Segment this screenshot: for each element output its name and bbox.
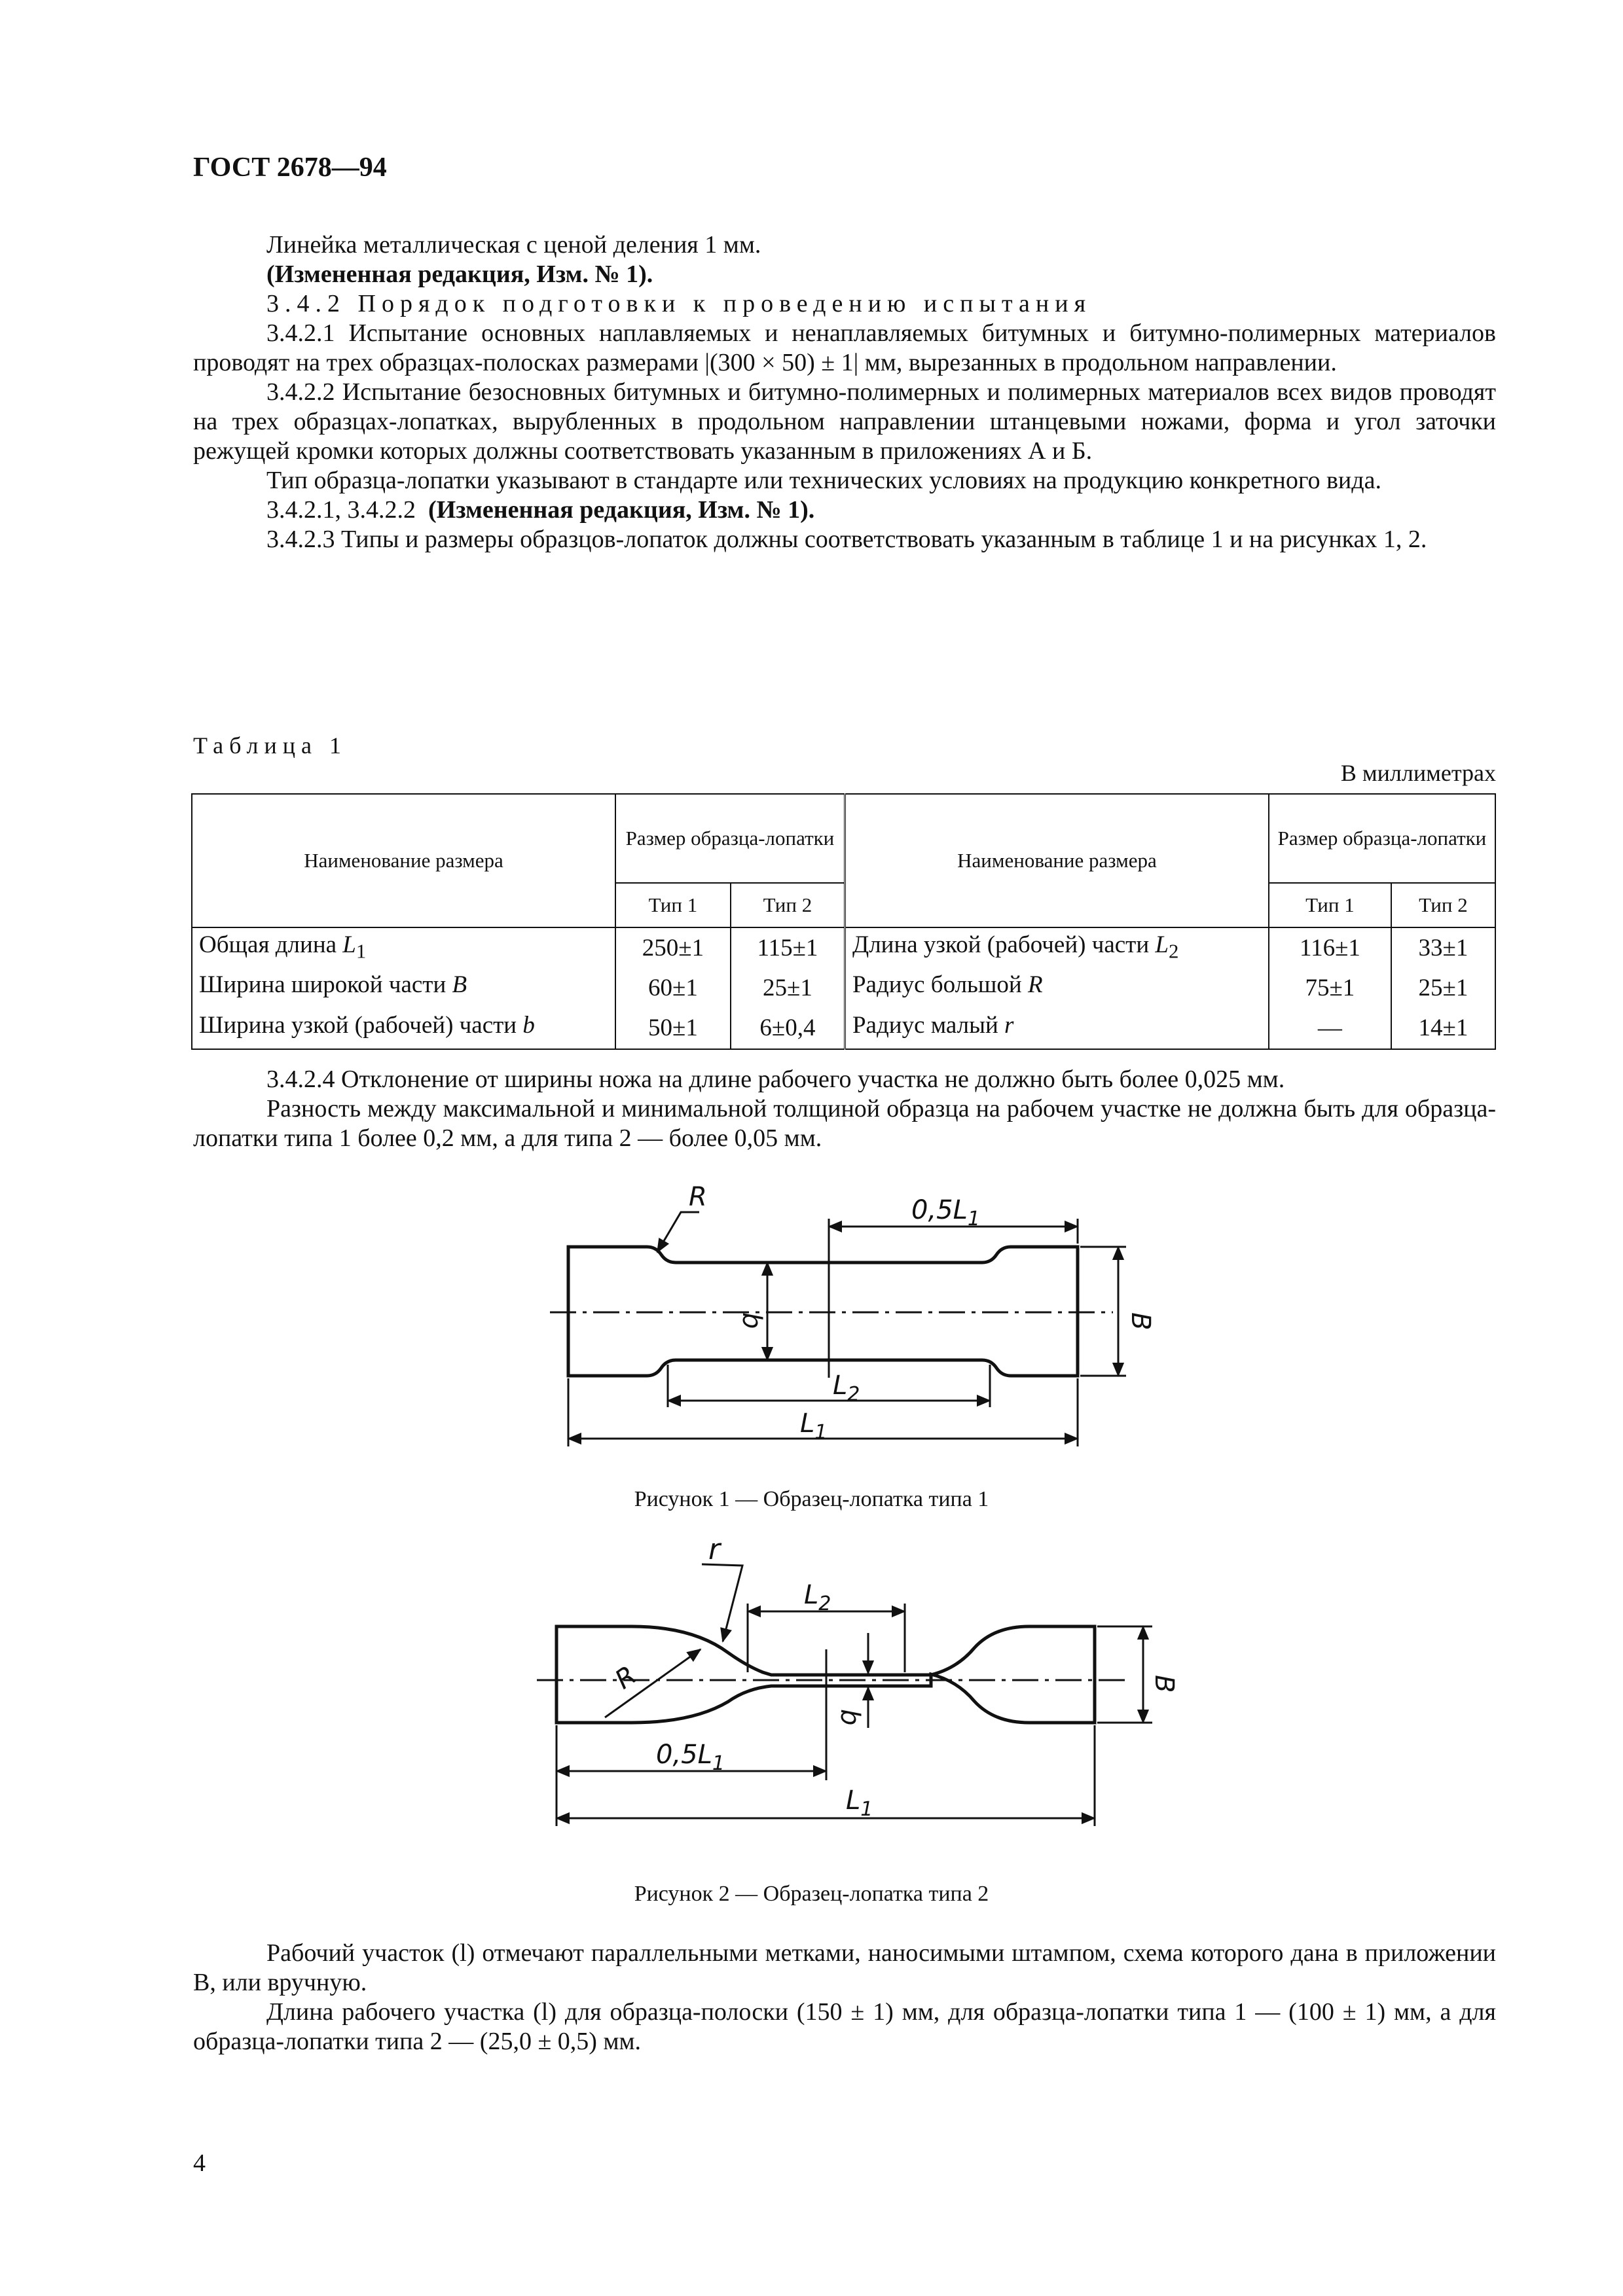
cell-type1: 250±1	[615, 927, 731, 968]
paragraph: Тип образца-лопатки указывают в стандарте или технических условиях на продукцию конкретного вида.	[266, 467, 1381, 494]
figure-2-caption: Рисунок 2 — Образец-лопатка типа 2	[634, 1882, 989, 1906]
label-R: R	[610, 1660, 642, 1696]
column-header-type2: Тип 2	[1391, 883, 1495, 927]
cell-type2: 115±1	[731, 927, 845, 968]
document-header: ГОСТ 2678—94	[193, 152, 387, 183]
page-number: 4	[193, 2149, 206, 2177]
cell-type2: 33±1	[1391, 927, 1495, 968]
paragraph: Линейка металлическая с ценой деления 1 мм.	[266, 231, 761, 259]
label-R: R	[689, 1182, 707, 1212]
cell-type2: 6±0,4	[731, 1009, 845, 1049]
amendment-note: (Измененная редакция, Изм. № 1).	[266, 260, 653, 288]
table-caption: Таблица 1	[193, 732, 347, 759]
cell-type2: 25±1	[1391, 968, 1495, 1008]
figure-1-caption: Рисунок 1 — Образец-лопатка типа 1	[634, 1487, 989, 1511]
paragraph: 3.4.2.1 Испытание основных наплавляемых и ненаплавляемых битумных и битумно-полимерных материалов проводят на трех образцах-полосках размерами |(300 × 50) ± 1| мм, вырезанных в продольном направлении.	[193, 319, 1496, 376]
cell-type2: 14±1	[1391, 1009, 1495, 1049]
cell-dimension-name: Ширина узкой (рабочей) части b	[192, 1009, 615, 1049]
paragraph: Длина рабочего участка (l) для образца-полоски (150 ± 1) мм, для образца-лопатки типа 1 — (100 ± 1) мм, а для образца-лопатки типа 2 — (25,0 ± 0,5) мм.	[193, 1998, 1496, 2055]
column-header-name: Наименование размера	[845, 794, 1269, 927]
label-B: B	[1125, 1312, 1156, 1331]
column-header-type1: Тип 1	[1269, 883, 1391, 927]
column-header-size: Размер образца-лопатки	[1269, 794, 1495, 883]
label-L1: $L_1$	[800, 1408, 828, 1444]
cell-type2: 25±1	[731, 968, 845, 1008]
label-B: B	[1149, 1675, 1179, 1693]
cell-type1: 50±1	[615, 1009, 731, 1049]
cell-dimension-name: Радиус малый r	[845, 1009, 1269, 1049]
label-L2: $L_2$	[833, 1371, 860, 1406]
clause-reference: 3.4.2.1, 3.4.2.2	[266, 496, 416, 524]
figure-1-specimen-type1	[550, 1212, 1126, 1446]
label-b: b	[737, 1312, 767, 1329]
label-L2: $L_2$	[804, 1580, 831, 1615]
cell-dimension-name: Ширина широкой части B	[192, 968, 615, 1008]
paragraph: Рабочий участок (l) отмечают параллельными метками, наносимыми штампом, схема которого дана в приложении В, или вручную.	[193, 1939, 1496, 1996]
leader-r	[702, 1564, 742, 1641]
column-header-name: Наименование размера	[192, 794, 615, 927]
column-header-type1: Тип 1	[615, 883, 731, 927]
cell-dimension-name: Радиус большой R	[845, 968, 1269, 1008]
cell-dimension-name: Общая длина $L_1$	[192, 927, 615, 968]
cell-type1: 60±1	[615, 968, 731, 1008]
cell-type1: 75±1	[1269, 968, 1391, 1008]
text-block-bottom	[193, 1939, 1496, 2056]
section-heading: 3.4.2 Порядок подготовки к проведению испытания	[266, 290, 1092, 317]
label-half-L1: $0,5L_1$	[911, 1195, 980, 1230]
label-L1: $L_1$	[846, 1785, 873, 1821]
cell-type1: —	[1269, 1009, 1391, 1049]
figure-2-specimen-type2	[537, 1564, 1152, 1826]
cell-dimension-name: Длина узкой (рабочей) части $L_2$	[845, 927, 1269, 968]
column-header-type2: Тип 2	[731, 883, 845, 927]
paragraph: Разность между максимальной и минимальной толщиной образца на рабочем участке не должна быть для образца-лопатки типа 1 более 0,2 мм, а для типа 2 — более 0,05 мм.	[193, 1095, 1496, 1152]
paragraph: 3.4.2.2 Испытание безосновных битумных и битумно-полимерных и полимерных материалов всех видов проводят на трех образцах-лопатках, вырубленных в продольном направлении штанцевыми ножами, форма и угол заточки режущей кромки которых должны соответствовать указанным в приложениях А и Б.	[193, 378, 1496, 465]
leader-R	[657, 1212, 699, 1252]
label-half-L1: $0,5L_1$	[656, 1740, 725, 1775]
paragraph: 3.4.2.4 Отклонение от ширины ножа на длине рабочего участка не должно быть более 0,025 мм.	[266, 1066, 1285, 1093]
table-units: В миллиметрах	[1340, 760, 1496, 786]
label-b: b	[835, 1709, 865, 1726]
label-r: r	[708, 1533, 721, 1566]
column-header-size: Размер образца-лопатки	[615, 794, 845, 883]
amendment-bold: (Измененная редакция, Изм. № 1).	[428, 496, 815, 524]
cell-type1: 116±1	[1269, 927, 1391, 968]
paragraph: 3.4.2.3 Типы и размеры образцов-лопаток должны соответствовать указанным в таблице 1 и на рисунках 1, 2.	[266, 526, 1427, 553]
